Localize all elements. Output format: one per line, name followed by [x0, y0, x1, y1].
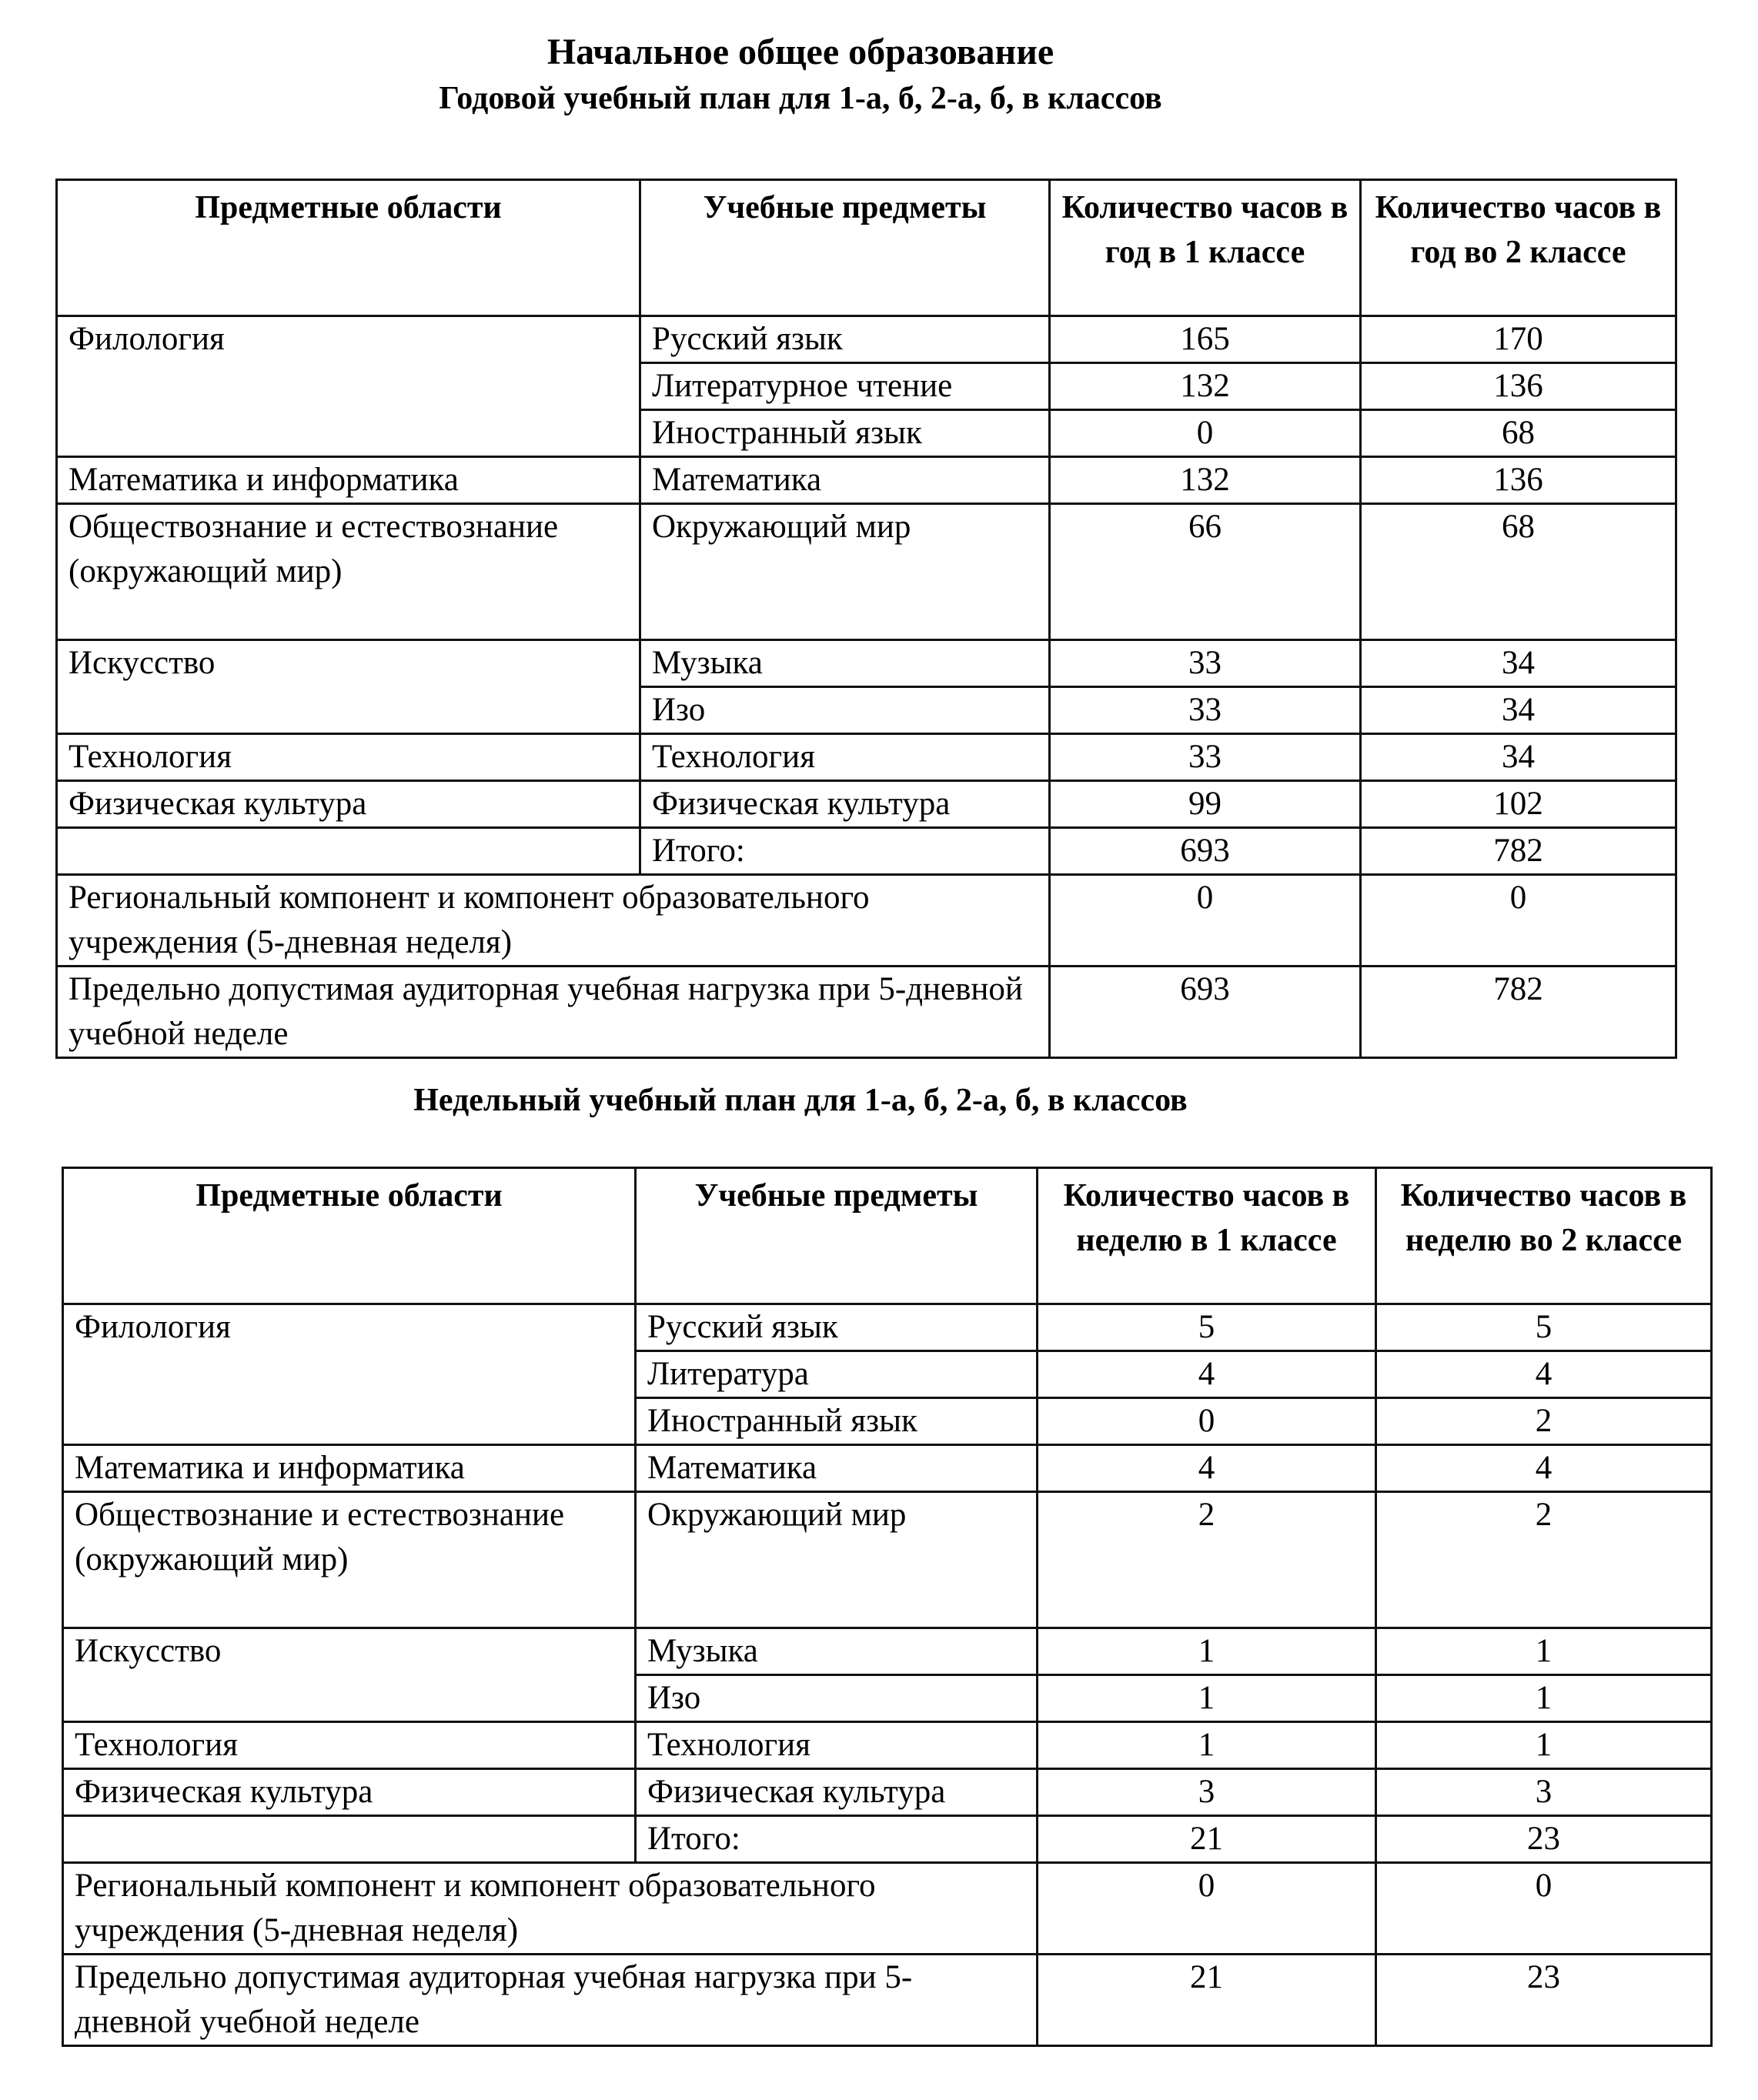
- header-area: Предметные области: [57, 180, 640, 316]
- subject-cell: Музыка: [636, 1628, 1038, 1675]
- header-grade1: Количество часов в год в 1 классе: [1050, 180, 1361, 316]
- grade2-cell: 68: [1361, 410, 1676, 457]
- subject-cell: Окружающий мир: [640, 504, 1050, 640]
- grade2-cell: 4: [1376, 1351, 1712, 1398]
- area-cell: Физическая культура: [63, 1769, 636, 1816]
- grade2-cell: 3: [1376, 1769, 1712, 1816]
- grade1-cell: 132: [1050, 363, 1361, 410]
- header-subject: Учебные предметы: [640, 180, 1050, 316]
- table-header-row: [57, 180, 1676, 316]
- grade2-cell: 34: [1361, 687, 1676, 734]
- table-row: [63, 1722, 1712, 1769]
- regional-label: Региональный компонент и компонент образовательного учреждения (5-дневная неделя): [63, 1863, 1038, 1955]
- max-load-row: [63, 1955, 1712, 2046]
- grade2-total: 23: [1376, 1816, 1712, 1863]
- area-cell: Технология: [57, 734, 640, 781]
- weekly-plan-table: [62, 1167, 1713, 2047]
- subject-cell: Технология: [636, 1722, 1038, 1769]
- grade2-cell: 23: [1376, 1955, 1712, 2046]
- grade1-cell: 0: [1038, 1398, 1376, 1445]
- header-area: Предметные области: [63, 1168, 636, 1304]
- header-subject: Учебные предметы: [636, 1168, 1038, 1304]
- grade1-cell: 3: [1038, 1769, 1376, 1816]
- grade2-cell: 170: [1361, 316, 1676, 363]
- annual-plan-table: [55, 179, 1677, 1059]
- subject-cell: Технология: [640, 734, 1050, 781]
- grade1-total: 693: [1050, 828, 1361, 875]
- grade1-cell: 33: [1050, 640, 1361, 687]
- max-load-label: Предельно допустимая аудиторная учебная нагрузка при 5-дневной учебной неделе: [57, 967, 1050, 1058]
- grade2-cell: 1: [1376, 1675, 1712, 1722]
- grade2-cell: 782: [1361, 967, 1676, 1058]
- subject-cell: Иностранный язык: [636, 1398, 1038, 1445]
- subject-cell: Математика: [636, 1445, 1038, 1492]
- grade2-cell: 0: [1376, 1863, 1712, 1955]
- grade1-cell: 1: [1038, 1675, 1376, 1722]
- header-grade1: Количество часов в неделю в 1 классе: [1038, 1168, 1376, 1304]
- weekly-plan-title: Недельный учебный план для 1-а, б, 2-а, б, в классов: [413, 1083, 1188, 1118]
- grade1-cell: 5: [1038, 1304, 1376, 1351]
- subject-cell: Иностранный язык: [640, 410, 1050, 457]
- grade1-cell: 2: [1038, 1492, 1376, 1628]
- total-label: Итого:: [636, 1816, 1038, 1863]
- area-cell: Физическая культура: [57, 781, 640, 828]
- table-header-row: [63, 1168, 1712, 1304]
- grade1-cell: 1: [1038, 1722, 1376, 1769]
- grade2-cell: 4: [1376, 1445, 1712, 1492]
- table-row: [57, 316, 1676, 363]
- subject-cell: Окружающий мир: [636, 1492, 1038, 1628]
- area-cell: Искусство: [57, 640, 640, 734]
- page-title: Начальное общее образование: [546, 32, 1054, 72]
- area-cell: Обществознание и естествознание (окружающий мир): [57, 504, 640, 640]
- grade2-cell: 0: [1361, 875, 1676, 967]
- area-cell: Филология: [63, 1304, 636, 1445]
- grade2-cell: 2: [1376, 1398, 1712, 1445]
- grade2-cell: 102: [1361, 781, 1676, 828]
- total-label: Итого:: [640, 828, 1050, 875]
- grade2-cell: 5: [1376, 1304, 1712, 1351]
- subject-cell: Математика: [640, 457, 1050, 504]
- area-cell: Математика и информатика: [63, 1445, 636, 1492]
- grade1-cell: 99: [1050, 781, 1361, 828]
- annual-plan-title: Годовой учебный план для 1-а, б, 2-а, б, в классов: [439, 81, 1162, 116]
- table-row: [57, 457, 1676, 504]
- table-row: [57, 640, 1676, 687]
- empty-cell: [63, 1816, 636, 1863]
- empty-cell: [57, 828, 640, 875]
- subject-cell: Физическая культура: [636, 1769, 1038, 1816]
- area-cell: Искусство: [63, 1628, 636, 1722]
- grade1-cell: 4: [1038, 1351, 1376, 1398]
- grade1-total: 21: [1038, 1816, 1376, 1863]
- max-load-label: Предельно допустимая аудиторная учебная нагрузка при 5-дневной учебной неделе: [63, 1955, 1038, 2046]
- regional-row: [63, 1863, 1712, 1955]
- area-cell: Технология: [63, 1722, 636, 1769]
- grade2-cell: 1: [1376, 1722, 1712, 1769]
- grade1-cell: 165: [1050, 316, 1361, 363]
- grade1-cell: 33: [1050, 687, 1361, 734]
- table-row: [63, 1304, 1712, 1351]
- grade1-cell: 1: [1038, 1628, 1376, 1675]
- grade1-cell: 132: [1050, 457, 1361, 504]
- grade1-cell: 693: [1050, 967, 1361, 1058]
- table-row: [57, 504, 1676, 640]
- table-row: [57, 781, 1676, 828]
- table-row: [57, 734, 1676, 781]
- table-row: [63, 1628, 1712, 1675]
- grade1-cell: 0: [1050, 410, 1361, 457]
- grade2-total: 782: [1361, 828, 1676, 875]
- subject-cell: Литературное чтение: [640, 363, 1050, 410]
- subject-cell: Изо: [640, 687, 1050, 734]
- max-load-row: [57, 967, 1676, 1058]
- area-cell: Обществознание и естествознание (окружающий мир): [63, 1492, 636, 1628]
- grade1-cell: 66: [1050, 504, 1361, 640]
- grade1-cell: 0: [1038, 1863, 1376, 1955]
- table-row: [63, 1769, 1712, 1816]
- grade2-cell: 136: [1361, 363, 1676, 410]
- grade1-cell: 21: [1038, 1955, 1376, 2046]
- grade2-cell: 136: [1361, 457, 1676, 504]
- regional-row: [57, 875, 1676, 967]
- table-row: [63, 1445, 1712, 1492]
- area-cell: Математика и информатика: [57, 457, 640, 504]
- subject-cell: Изо: [636, 1675, 1038, 1722]
- total-row: [57, 828, 1676, 875]
- grade1-cell: 33: [1050, 734, 1361, 781]
- subject-cell: Литература: [636, 1351, 1038, 1398]
- area-cell: Филология: [57, 316, 640, 457]
- subject-cell: Музыка: [640, 640, 1050, 687]
- total-row: [63, 1816, 1712, 1863]
- grade2-cell: 34: [1361, 640, 1676, 687]
- table-row: [63, 1492, 1712, 1628]
- grade2-cell: 1: [1376, 1628, 1712, 1675]
- header-grade2: Количество часов в неделю во 2 классе: [1376, 1168, 1712, 1304]
- regional-label: Региональный компонент и компонент образовательного учреждения (5-дневная неделя): [57, 875, 1050, 967]
- grade2-cell: 2: [1376, 1492, 1712, 1628]
- header-grade2: Количество часов в год во 2 классе: [1361, 180, 1676, 316]
- subject-cell: Русский язык: [640, 316, 1050, 363]
- subject-cell: Русский язык: [636, 1304, 1038, 1351]
- grade2-cell: 68: [1361, 504, 1676, 640]
- grade1-cell: 0: [1050, 875, 1361, 967]
- grade1-cell: 4: [1038, 1445, 1376, 1492]
- subject-cell: Физическая культура: [640, 781, 1050, 828]
- grade2-cell: 34: [1361, 734, 1676, 781]
